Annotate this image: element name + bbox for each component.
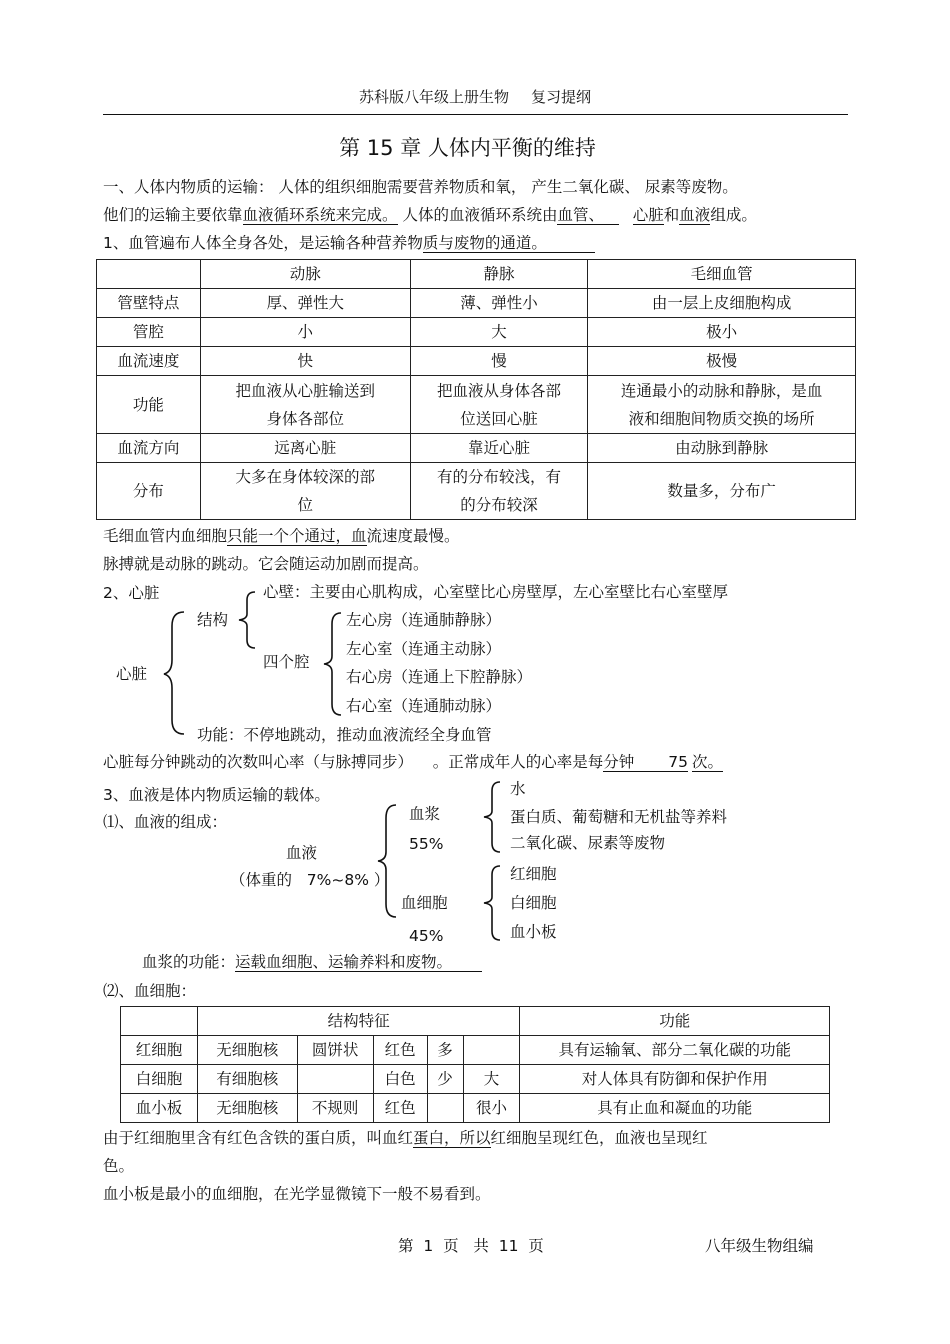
- table-cell: 血流方向: [97, 434, 201, 463]
- table-row: [121, 1094, 830, 1123]
- cell-line: 连通最小的动脉和静脉，是血: [620, 381, 823, 400]
- table-cell: 具有止血和凝血的功能: [520, 1094, 830, 1123]
- table-cell: 厚、弹性大: [200, 289, 410, 318]
- intro-text: 和: [663, 206, 680, 224]
- blood-cell-item: 血小板: [510, 923, 557, 941]
- page-number: 第 1 页 共 11 页: [398, 1237, 544, 1255]
- table-row: [97, 434, 856, 463]
- blood-cells-brace: [478, 864, 508, 944]
- note-text: 流速度最慢。: [366, 527, 460, 545]
- table-cell: 薄、弹性小: [410, 289, 588, 318]
- heart-structure-brace: [233, 590, 263, 650]
- table-row: [97, 347, 856, 376]
- table-cell: 靠近心脏: [410, 434, 588, 463]
- table-row: [97, 260, 856, 289]
- plasma-brace: [478, 780, 508, 854]
- blood-root-sub: （体重的 7%~8% ）: [230, 871, 390, 889]
- table-cell: 远离心脏: [200, 434, 410, 463]
- table-row: [121, 1036, 830, 1065]
- blood-composition-title: ⑴、血液的组成：: [103, 813, 228, 831]
- intro-text: 人体的血液循环系统由: [397, 206, 558, 224]
- plasma-item: 蛋白质、葡萄糖和无机盐等养料: [510, 808, 728, 826]
- table-cell: 大: [463, 1065, 520, 1094]
- table-row: [97, 318, 856, 347]
- table-cell: 对人体具有防御和保护作用: [520, 1065, 830, 1094]
- table-row: [97, 376, 856, 434]
- heart-rate-underline: 分钟: [603, 753, 635, 771]
- table-cell: 红细胞: [121, 1036, 198, 1065]
- table-cell: [410, 376, 588, 434]
- heart-section-heading: 2、心脏: [103, 584, 160, 602]
- table-cell: 白细胞: [121, 1065, 198, 1094]
- table-cell: [97, 260, 201, 289]
- table-cell: 动脉: [200, 260, 410, 289]
- table-cell: 血小板: [121, 1094, 198, 1123]
- table-cell: 管壁特点: [97, 289, 201, 318]
- table-cell: 很小: [463, 1094, 520, 1123]
- table-cell: 大: [410, 318, 588, 347]
- heart-main-brace: [160, 608, 200, 738]
- intro-text: 组成。: [710, 206, 757, 224]
- header-title: 苏科版八年级上册生物: [358, 88, 509, 106]
- pulse-note: 脉搏就是动脉的跳动。它会随运动加剧而提高。: [103, 555, 429, 573]
- heart-chamber: 左心室（连通主动脉）: [346, 640, 502, 658]
- table-cell: [410, 463, 588, 520]
- blood-main-brace: [372, 802, 402, 922]
- platelet-note: 血小板是最小的血细胞，在光学显微镜下一般不易看到。: [103, 1185, 491, 1203]
- table-cell: 小: [200, 318, 410, 347]
- table-cell: 多: [427, 1036, 463, 1065]
- heart-wall-text: 心壁：主要由心肌构成，心室壁比心房壁厚，左心室壁比右心室壁厚: [263, 583, 729, 601]
- table-cell: 数量多，分布广: [588, 463, 856, 520]
- plasma-percent: 55%: [409, 835, 444, 853]
- heart-function-text: 功能：不停地跳动，推动血液流经全身血管: [197, 726, 492, 744]
- table-cell: 无细胞核: [197, 1036, 297, 1065]
- table-cell: 结构特征: [197, 1007, 520, 1036]
- table-cell: 红色: [373, 1036, 427, 1065]
- blood-cell-item: 红细胞: [510, 865, 557, 883]
- table-cell: [121, 1007, 198, 1036]
- table-row: [121, 1065, 830, 1094]
- section-1-text: 1、血管遍布人体全身各处，是运输各种营养物: [103, 234, 423, 252]
- heart-structure-label: 结构: [197, 611, 229, 629]
- capillary-note: [103, 527, 460, 546]
- note-text: 红细胞呈现红色，血液也呈现红: [490, 1129, 708, 1147]
- table-cell: 毛细血管: [588, 260, 856, 289]
- table-row: [97, 289, 856, 318]
- heart-root-label: 心脏: [116, 665, 148, 683]
- table-cell: 快: [200, 347, 410, 376]
- cell-line: 把血液从心脏输送到: [235, 381, 375, 400]
- cell-line: 把血液从身体各部: [436, 381, 561, 400]
- intro-line-1: 一、人体内物质的运输： 人体的组织细胞需要营养物质和氧， 产生二氧化碳、 尿素等废物。: [103, 178, 738, 196]
- intro-underline-circulation: 血液循环系统来完成。: [242, 206, 398, 224]
- blood-cell-table: [120, 1006, 830, 1123]
- heart-chambers-brace: [317, 610, 347, 720]
- document-header: [0, 88, 950, 106]
- table-cell: [200, 463, 410, 520]
- section-1-underline: 质与废物的通道。: [423, 234, 595, 253]
- plasma-label: 血浆: [409, 805, 441, 823]
- blood-section-heading: 3、血液是体内物质运输的载体。: [103, 786, 330, 804]
- heart-chamber: 右心房（连通上下腔静脉）: [346, 668, 533, 686]
- table-cell: 有细胞核: [197, 1065, 297, 1094]
- intro-blank: [604, 206, 619, 225]
- table-cell: 静脉: [410, 260, 588, 289]
- section-1-heading: [103, 234, 595, 253]
- chapter-title: 第 15 章 人体内平衡的维持: [339, 136, 596, 160]
- table-cell: 管腔: [97, 318, 201, 347]
- intro-underline-vessels: 血管、: [557, 206, 604, 224]
- table-cell: 具有运输氧、部分二氧化碳的功能: [520, 1036, 830, 1065]
- plasma-item: 水: [510, 780, 526, 798]
- blood-cells-percent: 45%: [409, 927, 444, 945]
- cell-line: 身体各部位: [266, 409, 344, 428]
- intro-line-2: [103, 206, 757, 225]
- note-text: 毛细血管内血细胞: [103, 527, 228, 545]
- footer-editor: 八年级生物组编: [705, 1237, 814, 1255]
- vessel-table: [96, 259, 856, 520]
- cell-line: 的分布较深: [460, 496, 538, 514]
- cell-line: 大多在身体较深的部: [235, 468, 375, 486]
- blood-cell-item: 白细胞: [510, 894, 557, 912]
- table-cell: 由动脉到静脉: [588, 434, 856, 463]
- table-cell: 由一层上皮细胞构成: [588, 289, 856, 318]
- heart-chamber: 右心室（连通肺动脉）: [346, 697, 502, 715]
- intro-text: 他们的运输主要依靠: [103, 206, 243, 224]
- table-cell: 慢: [410, 347, 588, 376]
- cell-line: 有的分布较浅，有: [436, 468, 561, 486]
- plasma-function-label: 血浆的功能：: [142, 953, 236, 971]
- red-cell-note: [103, 1129, 708, 1148]
- red-cell-note-end: 色。: [103, 1157, 135, 1175]
- heart-rate-line: [103, 753, 723, 772]
- table-cell: 少: [427, 1065, 463, 1094]
- table-cell: 无细胞核: [197, 1094, 297, 1123]
- table-cell: 白色: [373, 1065, 427, 1094]
- intro-underline-blood: 血液: [679, 206, 711, 224]
- blood-cells-title: ⑵、血细胞：: [103, 982, 197, 1000]
- plasma-function-line: [142, 953, 482, 972]
- heart-chamber: 左心房（连通肺静脉）: [346, 611, 502, 629]
- header-subtitle: 复习提纲: [531, 88, 592, 106]
- table-cell: [588, 376, 856, 434]
- heart-rate-text: 心脏每分钟跳动的次数叫心率（与脉搏同步）: [103, 753, 414, 771]
- table-cell: 血流速度: [97, 347, 201, 376]
- blood-root-label: 血液: [286, 844, 318, 862]
- heart-rate-unit: 次。: [691, 753, 723, 771]
- note-underline: 只能一个个通过，血: [227, 527, 367, 545]
- intro-underline-heart: 心脏: [632, 206, 664, 224]
- table-cell: [463, 1036, 520, 1065]
- note-text: 由于红细胞里含有红色含铁的蛋白质，叫血红: [103, 1129, 414, 1147]
- heart-rate-text: 。正常成年人的心率是每: [413, 753, 604, 771]
- table-cell: 极小: [588, 318, 856, 347]
- table-row: [121, 1007, 830, 1036]
- header-divider: [103, 114, 848, 115]
- table-cell: 功能: [97, 376, 201, 434]
- table-cell: 功能: [520, 1007, 830, 1036]
- note-underline: 蛋白，所以: [413, 1129, 491, 1147]
- table-row: [97, 463, 856, 520]
- table-cell: 圆饼状: [297, 1036, 373, 1065]
- table-cell: 分布: [97, 463, 201, 520]
- cell-line: 液和细胞间物质交换的场所: [628, 409, 815, 428]
- table-cell: 不规则: [297, 1094, 373, 1123]
- table-cell: [297, 1065, 373, 1094]
- cell-line: 位送回心脏: [460, 409, 538, 428]
- table-cell: 红色: [373, 1094, 427, 1123]
- heart-four-chambers-label: 四个腔: [263, 653, 310, 671]
- cell-line: 位: [297, 496, 313, 514]
- plasma-function-underline: 运载血细胞、运输养料和废物。: [235, 953, 482, 972]
- heart-rate-value: 75: [634, 753, 688, 772]
- table-cell: 极慢: [588, 347, 856, 376]
- table-cell: [427, 1094, 463, 1123]
- table-cell: [200, 376, 410, 434]
- blood-cells-label: 血细胞: [401, 894, 448, 912]
- plasma-item: 二氧化碳、尿素等废物: [510, 834, 666, 852]
